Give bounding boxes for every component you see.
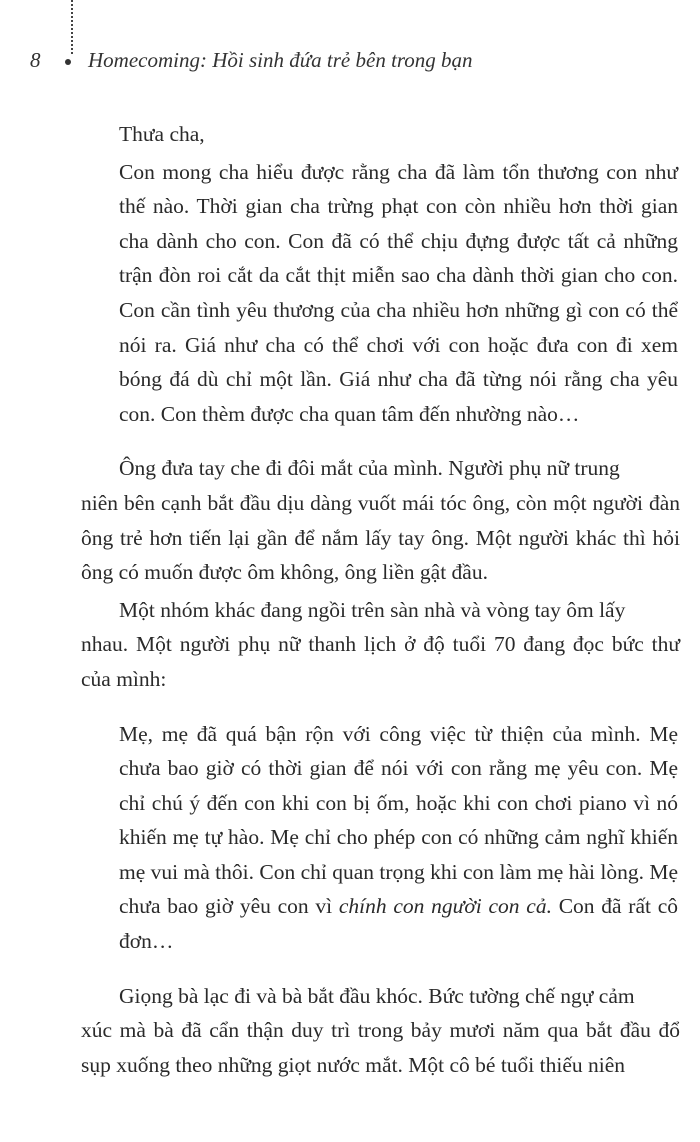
paragraph-first-line: Ông đưa tay che đi đôi mắt của mình. Người phụ nữ trung <box>119 456 620 481</box>
paragraph-continuation: xúc mà bà đã cẩn thận duy trì trong bảy mươi năm qua bắt đầu đổ sụp xuống theo những giọt nước mắt. Một cô bé tuổi thiếu niên <box>81 1018 680 1077</box>
page-body <box>0 117 700 1082</box>
paragraph-first-line: Một nhóm khác đang ngồi trên sàn nhà và vòng tay ôm lấy <box>119 597 626 622</box>
letter-father-body: Con mong cha hiểu được rằng cha đã làm tổn thương con như thế nào. Thời gian cha trừng phạt con còn nhiều hơn thời gian cha dành cho con. Con đã có thể chịu đựng được tất cả những trận đòn roi cắt da cắt thịt miễn sao cha dành thời gian cho con. Con cần tình yêu thương của cha nhiều hơn những gì con có thể nói ra. Giá như cha có thể chơi với con hoặc đưa con đi xem bóng đá dù chỉ một lần. Giá như cha đã từng nói rằng cha yêu con. Con thèm được cha quan tâm đến nhường nào… <box>119 159 678 426</box>
book-title: Homecoming: Hồi sinh đứa trẻ bên trong bạn <box>88 48 473 72</box>
narrative-paragraph-1 <box>0 451 700 589</box>
page-number: 8 <box>30 48 41 72</box>
letter-mother-body <box>0 717 700 959</box>
letter-mother-emphasis: chính con người con cả. <box>338 894 552 919</box>
letter-mother-closing: Con đã rất cô đơn… <box>119 894 678 954</box>
letter-salutation: Thưa cha, <box>119 122 205 146</box>
paragraph-continuation: niên bên cạnh bắt đầu dịu dàng vuốt mái tóc ông, còn một người đàn ông trẻ hơn tiến lại gần để nắm lấy tay ông. Một người khác thì hỏi ông có muốn được ôm không, ông liền gật đầu. <box>81 490 680 585</box>
narrative-paragraph-2 <box>0 593 700 697</box>
paragraph-first-line: Giọng bà lạc đi và bà bắt đầu khóc. Bức tường chế ngự cảm <box>119 983 635 1008</box>
letter-mother-text: Mẹ, mẹ đã quá bận rộn với công việc từ thiện của mình. Mẹ chưa bao giờ có thời gian để nói với con rằng mẹ yêu con. Mẹ chỉ chú ý đến con khi con bị ốm, hoặc khi con chơi piano vì nó khiến mẹ tự hào. Mẹ chỉ cho phép con có những cảm nghĩ khiến mẹ vui mà thôi. Con chỉ quan trọng khi con làm mẹ hài lòng. Mẹ chưa bao giờ yêu con vì <box>119 721 678 919</box>
paragraph-continuation: nhau. Một người phụ nữ thanh lịch ở độ tuổi 70 đang đọc bức thư của mình: <box>81 632 680 691</box>
header-dotted-rule <box>71 0 73 54</box>
header-bullet-icon <box>65 59 71 65</box>
running-header <box>30 48 473 73</box>
narrative-paragraph-3 <box>0 979 700 1083</box>
